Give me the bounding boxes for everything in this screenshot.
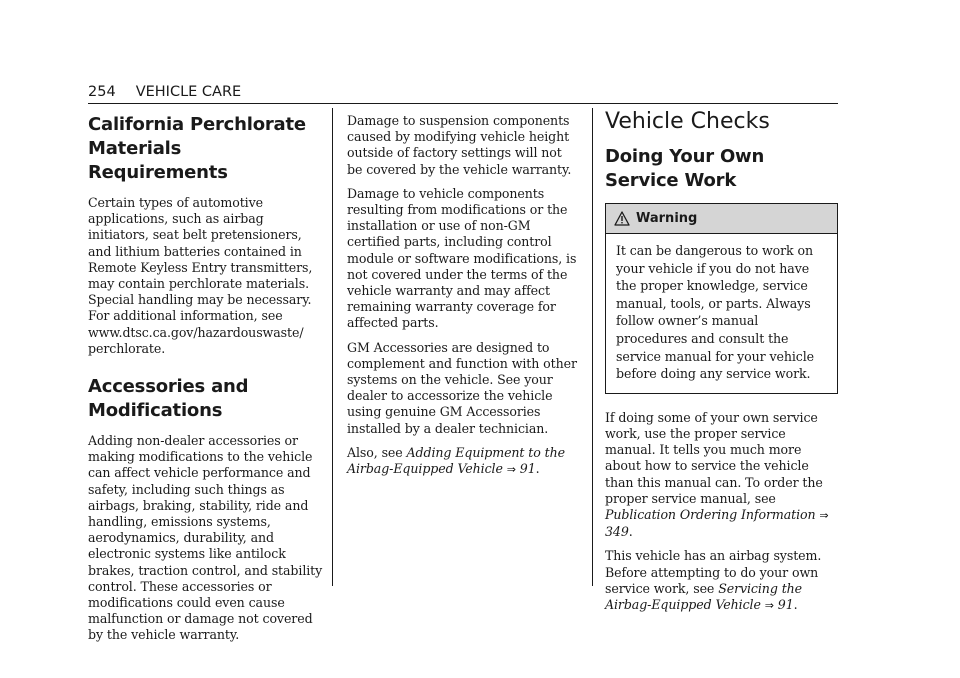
page-ref-arrow-icon: ⇒ (819, 508, 829, 522)
page-ref-arrow-icon: ⇒ (506, 463, 516, 477)
column-1 (88, 113, 326, 652)
also-see-paragraph (347, 445, 580, 478)
service-work-heading-line-1: Doing Your Own (605, 146, 765, 167)
perchlorate-heading (88, 113, 326, 185)
service-work-heading (605, 145, 838, 193)
period: . (793, 596, 798, 612)
gm-accessories-paragraph: GM Accessories are designed to complement and function with other systems on the vehicle. See your dealer to accessorize the vehicle using genuine GM Accessories installed by a dealer technician. (347, 339, 577, 436)
perchlorate-heading-line-2: Materials Requirements (88, 138, 228, 183)
warning-text: It can be dangerous to work on your vehicle if you do not have the proper knowledge, service manual, tools, or parts. Always follow owner’s manual procedures and consult the service manual for your vehicle before doing any service work. (616, 243, 815, 382)
period: . (535, 461, 540, 477)
publication-ordering-link[interactable]: Publication Ordering Information (605, 506, 816, 522)
suspension-paragraph: Damage to suspension components caused by modifying vehicle height outside of factory settings will not be covered by the vehicle warranty. (347, 113, 572, 177)
warning-header (606, 204, 837, 234)
service-manual-paragraph (605, 410, 838, 541)
vehicle-checks-title: Vehicle Checks (605, 109, 770, 134)
page-number: 254 (88, 84, 116, 100)
warning-body (606, 234, 837, 393)
page-header (88, 84, 241, 100)
accessories-heading (88, 375, 326, 423)
accessories-heading-line-2: Modifications (88, 400, 223, 422)
airbag-system-text: This vehicle has an airbag system. Before attempting to do your own service work, see (605, 548, 822, 596)
service-manual-text: If doing some of your own service work, use the proper service manual. It tells you much more about how to service the vehicle than this manual can. To order the proper service manual, see (605, 409, 823, 506)
perchlorate-paragraph: Certain types of automotive applications, such as airbag initiators, seat belt pretensioners, and lithium batteries contained in Remote Keyless Entry transmitters, may contain perchlorate materials. Special handling may be necessary. For additional information, see www.dtsc.ca.gov/hazardouswaste/ perchlorate. (88, 195, 313, 356)
header-rule (88, 103, 838, 104)
period: . (628, 524, 633, 540)
page-ref-number[interactable]: 91 (777, 596, 794, 612)
column-divider (332, 108, 333, 586)
page-ref-arrow-icon: ⇒ (764, 598, 774, 612)
warning-triangle-icon (614, 211, 630, 226)
column-divider (592, 108, 593, 586)
accessories-paragraph: Adding non-dealer accessories or making modifications to the vehicle can affect vehicle performance and safety, including such things as airbags, braking, stability, ride and handling, emissions systems, aerodynamics, durability, and electronic systems like antilock brakes, traction control, and stability control. These accessories or modifications could even cause malfunction or damage not covered by the vehicle warranty. (88, 433, 323, 643)
page-ref-number[interactable]: 349 (605, 524, 629, 540)
airbag-equipment-link[interactable]: Adding Equipment to the Airbag-Equipped Vehicle (347, 444, 565, 477)
components-paragraph: Damage to vehicle components resulting from modifications or the installation or use of non-GM certified parts, including control module or software modifications, is not covered under the terms of the vehicle warranty and may affect remaining warranty coverage for affected parts. (347, 185, 577, 331)
column-3 (605, 109, 838, 622)
page-ref-number[interactable]: 91 (519, 461, 536, 477)
column-2 (347, 113, 580, 486)
warning-title: Warning (636, 211, 698, 226)
airbag-system-paragraph (605, 548, 838, 614)
also-see-text: Also, see (347, 444, 407, 460)
service-work-heading-line-2: Service Work (605, 170, 737, 191)
accessories-heading-line-1: Accessories and (88, 376, 249, 398)
warning-box (605, 203, 838, 394)
section-title: VEHICLE CARE (135, 84, 242, 100)
servicing-airbag-link[interactable]: Servicing the Airbag-Equipped Vehicle (605, 580, 803, 612)
perchlorate-heading-line-1: California Perchlorate (88, 114, 306, 135)
